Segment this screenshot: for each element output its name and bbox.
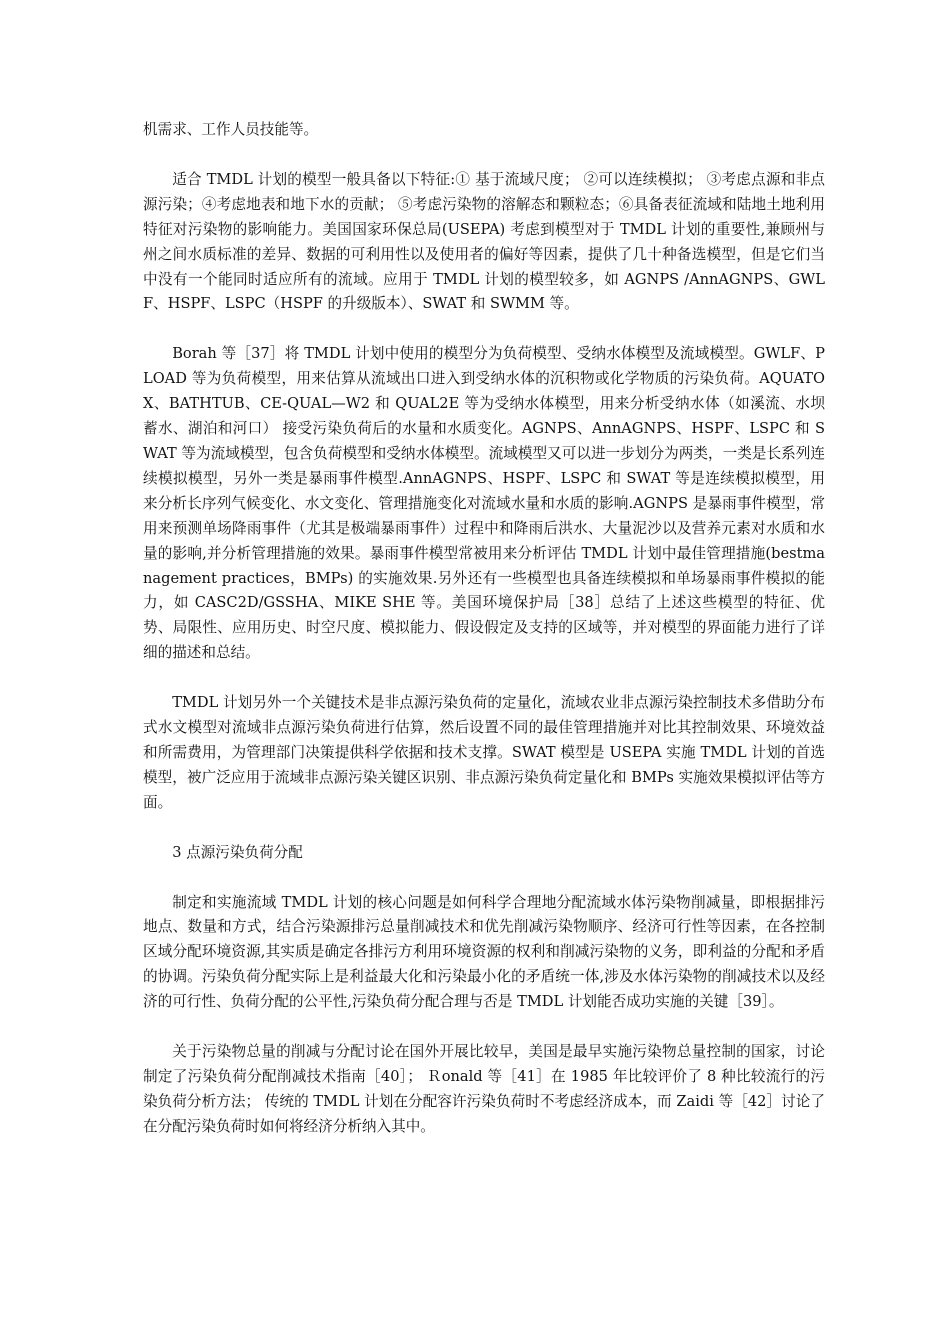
paragraph-nonpoint-source: TMDL 计划另外一个关键技术是非点源污染负荷的定量化，流域农业非点源污染控制技术多借助分布式水文模型对流域非点源污染负荷进行估算，然后设置不同的最佳管理措施并对比其控制效果、环境效益和所需费用，为管理部门决策提供科学依据和技术支撑。SWAT 模型是 USEPA 实施 TMDL 计划的首选模型，被广泛应用于流域非点源污染关键区识别、非点源污染负荷定量化和 BMPs 实施效果模拟评估等方面。 (143, 694, 825, 811)
paragraph-load-allocation: 制定和实施流域 TMDL 计划的核心问题是如何科学合理地分配流域水体污染物削减量，即根据排污地点、数量和方式，结合污染源排污总量削减技术和优先削减污染物顺序、经济可行性等因素，在各控制区域分配环境资源,其实质是确定各排污方利用环境资源的权利和削减污染物的义务，即利益的分配和矛盾的协调。污染负荷分配实际上是利益最大化和污染最小化的矛盾统一体,涉及水体污染物的削减技术以及经济的可行性、负荷分配的公平性,污染负荷分配合理与否是 TMDL 计划能否成功实施的关键［39］。 (143, 893, 825, 1011)
section-heading: 3 点源污染负荷分配 (172, 843, 303, 861)
paragraph-model-classification: Borah 等［37］将 TMDL 计划中使用的模型分为负荷模型、受纳水体模型及流域模型。GWLF、PLOAD 等为负荷模型，用来估算从流域出口进入到受纳水体的沉积物或化学物质的污染负荷。AQUATOX、BATHTUB、CE-QUAL—W2 和 QUAL2E 等为受纳水体模型，用来分析受纳水体（如溪流、水坝蓄水、湖泊和河口） 接受污染负荷后的水量和水质变化。AGNPS、AnnAGNPS、HSPF、LSPC 和 SWAT 等为流域模型，包含负荷模型和受纳水体模型。流域模型又可以进一步划分为两类，一类是长系列连续模拟模型，另外一类是暴雨事件模型.AnnAGNPS、HSPF、LSPC 和 SWAT 等是连续模拟模型，用来分析长序列气候变化、水文变化、管理措施变化对流域水量和水质的影响.AGNPS 是暴雨事件模型，常用来预测单场降雨事件（尤其是极端暴雨事件）过程中和降雨后洪水、大量泥沙以及营养元素对水质和水量的影响,并分析管理措施的效果。暴雨事件模型常被用来分析评估 TMDL 计划中最佳管理措施(bestmanagement practices，BMPs) 的实施效果.另外还有一些模型也具备连续模拟和单场暴雨事件模拟的能力，如 CASC2D/GSSHA、MIKE SHE 等。美国环境保护局［38］总结了上述这些模型的特征、优势、局限性、应用历史、时空尺度、模拟能力、假设假定及支持的区域等，并对模型的界面能力进行了详细的描述和总结。 (143, 345, 825, 662)
document-page (143, 118, 825, 1165)
paragraph-continuation: 机需求、工作人员技能等。 (143, 121, 319, 138)
paragraph-model-features: 适合 TMDL 计划的模型一般具备以下特征:① 基于流域尺度； ②可以连续模拟； ③考虑点源和非点源污染；④考虑地表和地下水的贡献； ⑤考虑污染物的溶解态和颗粒态；⑥具备表征流域和陆地土地利用特征对污染物的影响能力。美国国家环保总局(USEPA) 考虑到模型对于 TMDL 计划的重要性,兼顾州与州之间水质标准的差异、数据的可利用性以及使用者的偏好等因素，提供了几十种备选模型，但是它们当中没有一个能同时适应所有的流域。应用于 TMDL 计划的模型较多，如 AGNPS /AnnAGNPS、GWLF、HSPF、LSPC（HSPF 的升级版本）、SWAT 和 SWMM 等。 (143, 170, 825, 313)
paragraph-allocation-history: 关于污染物总量的削减与分配讨论在国外开展比较早，美国是最早实施污染物总量控制的国家，讨论制定了污染负荷分配削减技术指南［40］； Ｒonald 等［41］在 1985 年比较评价了 8 种比较流行的污染负荷分析方法； 传统的 TMDL 计划在分配容许污染负荷时不考虑经济成本，而 Zaidi 等［42］讨论了在分配污染负荷时如何将经济分析纳入其中。 (143, 1043, 825, 1135)
